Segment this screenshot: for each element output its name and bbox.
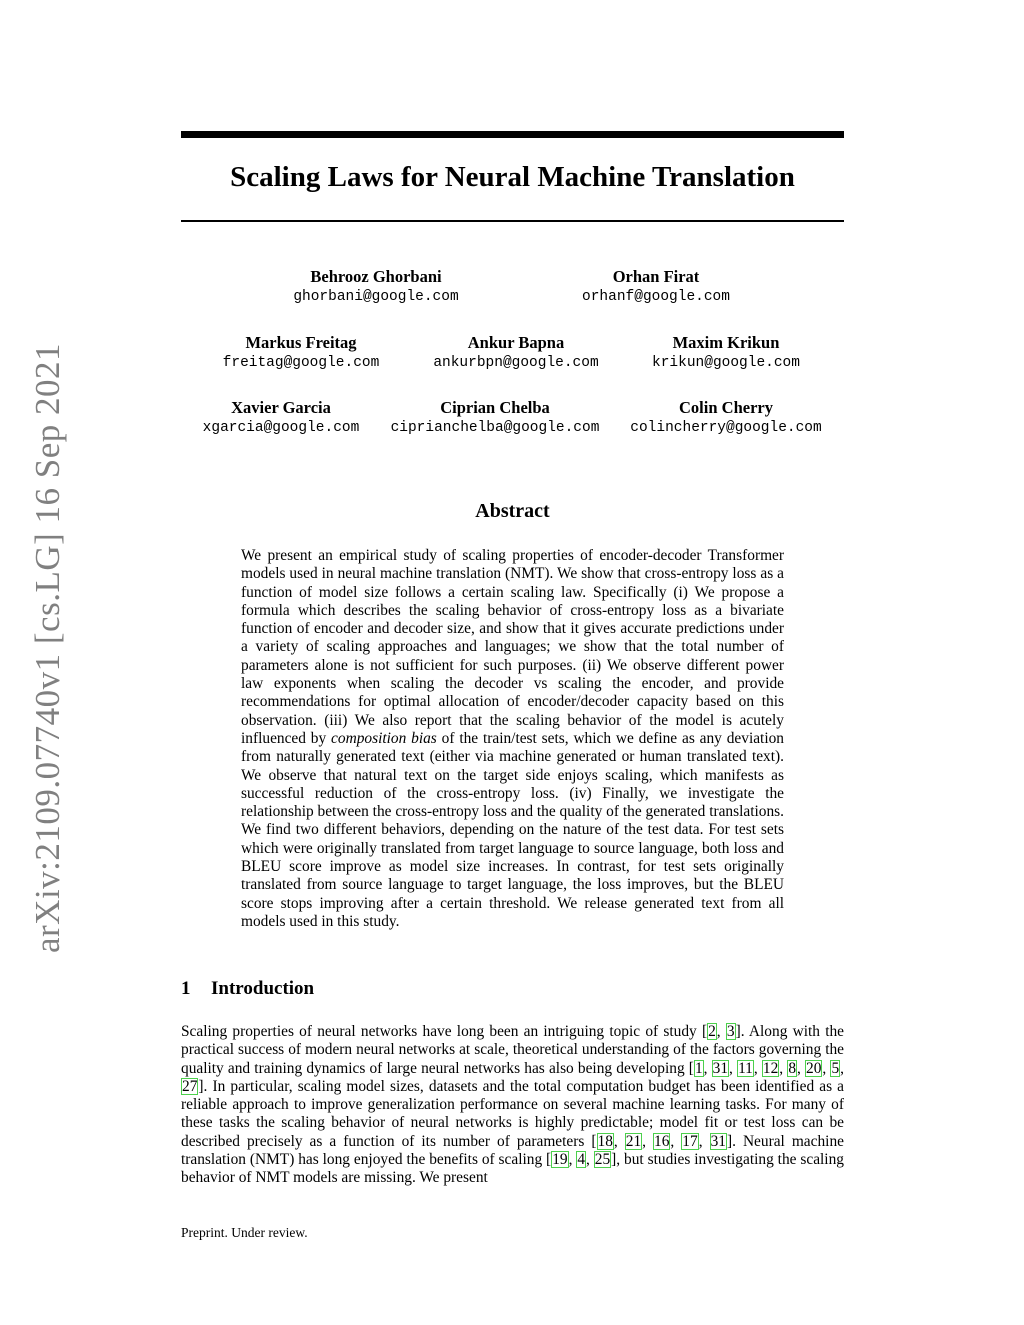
author-name: Ciprian Chelba <box>440 398 550 417</box>
author-name: Orhan Firat <box>612 267 700 286</box>
citation-link[interactable]: 16 <box>654 1132 670 1150</box>
citation-link[interactable]: 3 <box>726 1023 735 1040</box>
abstract-body: We present an empirical study of scaling properties of encoder-decoder Transformer models used in neural machine translation (NMT). We show that cross-entropy loss as a function of model size follows a certain scaling law. Specifically (i) We propose a formula which describes the scaling behavior of cross-entropy loss as a bivariate function of encoder and decoder size, and show that it gives accurate predictions under a variety of scaling approaches and languages; we show that the total number of parameters alone is not sufficient for such purposes. (ii) We observe different power law exponents when scaling the decoder vs scaling the encoder, and provide recommendations for optimal allocation of encoder/decoder capacity based on this observation. (iii) We also report that the scaling behavior of the model is acutely influenced by composition bias of the train/test sets, which we define as any deviation from naturally generated text (either via machine generated or human translated text). We observe that natural text on the target side enjoys scaling, which manifests as successful reduction of the cross-entropy loss. (iv) Finally, we investigate the relationship between the cross-entropy loss and the quality of the generated translations. We find two different behaviors, depending on the nature of the test data. For test sets which were originally translated from target language to source language, both loss and BLEU score improve as model size increases. In contrast, for test sets originally translated from source language to target language, the loss improves, but the BLEU score stops improving after a certain threshold. We release generated text from all models used in this study. <box>241 547 784 930</box>
paper-title: Scaling Laws for Neural Machine Translation <box>230 161 795 193</box>
title-rule-top <box>181 131 844 138</box>
citation-link[interactable]: 8 <box>788 1059 797 1077</box>
author-name: Ankur Bapna <box>467 333 565 352</box>
intro-paragraph: Scaling properties of neural networks have long been an intriguing topic of study [2, 3]. Along with the practical success of modern neural networks at scale, theoretical understanding of the factors governing the quality and training dynamics of large neural networks has also being developing [1, 31, 11, 12, 8, 20, 5, 27]. In particular, scaling model sizes, datasets and the total computation budget has been identified as a reliable approach to improve generalization performance on several machine learning tasks. For many of these tasks the scaling behavior of neural networks is highly predictable; model fit or test loss can be described precisely as a function of its number of parameters [18, 21, 16, 17, 31]. Neural machine translation (NMT) has long enjoyed the benefits of scaling [19, 4, 25], but studies investigating the scaling behavior of NMT models are missing. We present <box>181 1023 844 1187</box>
author-email[interactable]: krikun@google.com <box>652 355 800 371</box>
author-email[interactable]: orhanf@google.com <box>582 289 730 305</box>
citation-link[interactable]: 21 <box>625 1132 642 1150</box>
abstract-heading: Abstract <box>475 500 550 522</box>
emphasis: composition bias <box>331 729 437 747</box>
citation-link[interactable]: 19 <box>552 1151 568 1169</box>
title-rule-bottom <box>181 220 844 222</box>
author-name: Colin Cherry <box>679 398 773 417</box>
author-block <box>286 267 466 307</box>
citation-link[interactable]: 25 <box>594 1151 611 1169</box>
footer-note: Preprint. Under review. <box>181 1225 308 1240</box>
citation-group: 18, 21, 16, 17, 31 <box>597 1132 726 1150</box>
citation-link[interactable]: 27 <box>182 1077 198 1095</box>
author-name: Xavier Garcia <box>231 398 331 417</box>
author-email[interactable]: xgarcia@google.com <box>202 420 360 436</box>
citation-group: 19, 4, 25 <box>552 1151 611 1169</box>
section-title: Introduction <box>211 978 315 999</box>
citation-link[interactable]: 18 <box>597 1132 613 1150</box>
author-block <box>211 333 391 373</box>
section-heading <box>181 978 314 1000</box>
author-name: Markus Freitag <box>245 333 357 352</box>
citation-link[interactable]: 20 <box>806 1059 822 1077</box>
author-block <box>386 398 604 438</box>
citation-group: 2, 3 <box>708 1023 735 1040</box>
citation-link[interactable]: 17 <box>682 1132 698 1150</box>
author-email[interactable]: ankurbpn@google.com <box>433 355 599 371</box>
author-email[interactable]: freitag@google.com <box>222 355 380 371</box>
citation-link[interactable]: 31 <box>710 1132 726 1150</box>
author-block <box>628 398 824 438</box>
author-block <box>641 333 811 373</box>
section-number: 1 <box>181 978 191 999</box>
arxiv-stamp: arXiv:2109.07740v1 [cs.LG] 16 Sep 2021 <box>28 342 68 953</box>
author-name: Behrooz Ghorbani <box>310 267 442 286</box>
author-block <box>566 267 746 307</box>
author-block <box>191 398 371 438</box>
author-email[interactable]: ciprianchelba@google.com <box>390 420 600 436</box>
citation-link[interactable]: 31 <box>712 1059 729 1077</box>
author-email[interactable]: ghorbani@google.com <box>293 289 459 305</box>
citation-link[interactable]: 11 <box>738 1059 753 1077</box>
citation-link[interactable]: 4 <box>577 1151 586 1169</box>
citation-group: 1, 31, 11, 12, 8, 20, 5, 27 <box>182 1059 844 1095</box>
author-email[interactable]: colincherry@google.com <box>630 420 822 436</box>
citation-link[interactable]: 1 <box>694 1059 703 1077</box>
author-block <box>421 333 611 373</box>
citation-link[interactable]: 12 <box>762 1059 779 1077</box>
author-name: Maxim Krikun <box>672 333 780 352</box>
citation-link[interactable]: 2 <box>708 1023 716 1040</box>
citation-link[interactable]: 5 <box>831 1059 840 1077</box>
